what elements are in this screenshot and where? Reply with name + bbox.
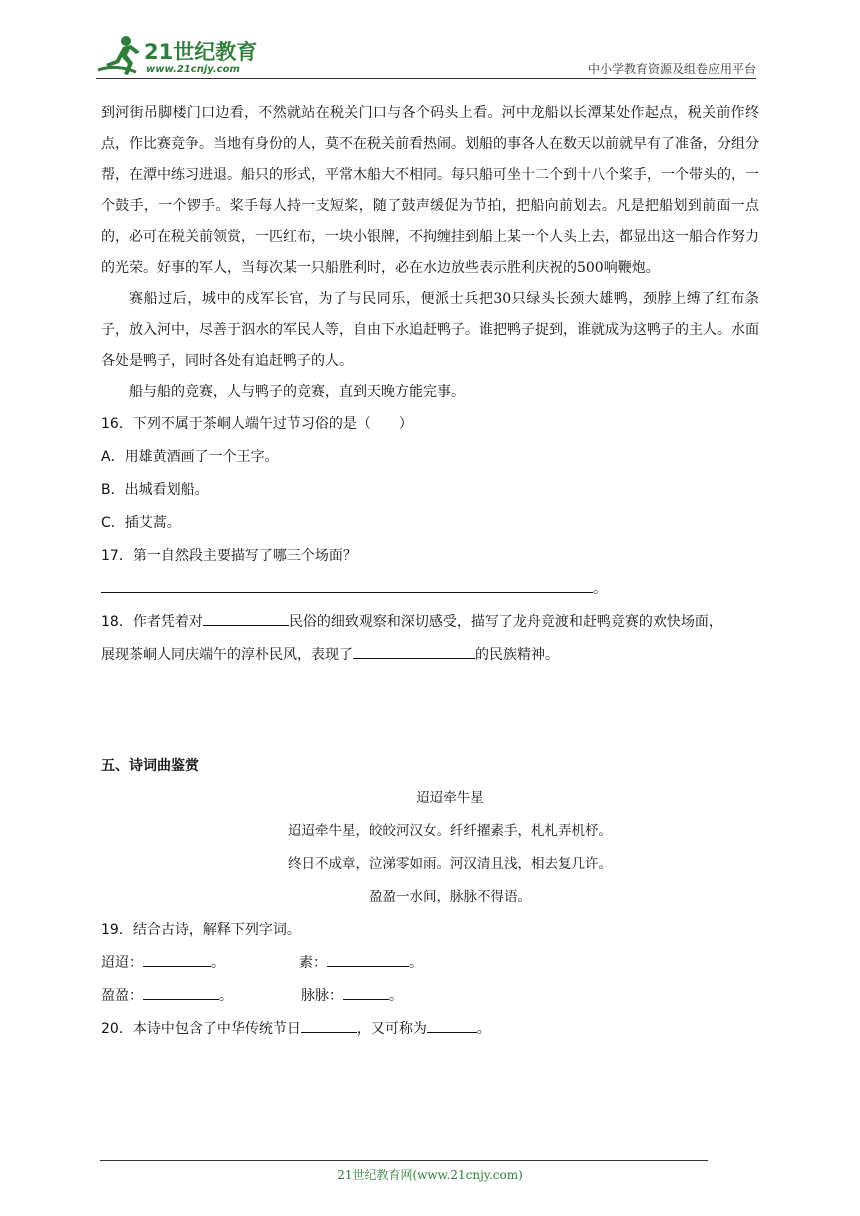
logo-url: www.21cnjy.com xyxy=(146,64,240,75)
question-19-stem: 19．结合古诗，解释下列字词。 xyxy=(101,922,301,938)
question-20: 20．本诗中包含了中华传统节日 ，又可称为 。 xyxy=(101,1013,759,1046)
question-18-line-1: 18．作者凭着对 民俗的细致观察和深切感受，描写了龙舟竞渡和赶鸭竞赛的欢快场面， xyxy=(101,606,759,639)
answer-blank[interactable] xyxy=(353,644,475,659)
poem-line-1: 迢迢牵牛星，皎皎河汉女。纤纤擢素手，札札弄机杼。 xyxy=(288,823,612,839)
question-16-option-c: C．插艾蒿。 xyxy=(101,515,181,531)
question-18-line-2: 展现茶峒人同庆端午的淳朴民风，表现了 的民族精神。 xyxy=(101,639,759,672)
footer-text: 21世纪教育网(www.21cnjy.com) xyxy=(337,1168,523,1182)
question-19-row-1: 迢迢： 。 素： 。 xyxy=(101,947,759,980)
answer-blank[interactable] xyxy=(203,611,289,626)
poem-line-3: 盈盈一水间，脉脉不得语。 xyxy=(369,889,531,905)
page-content xyxy=(101,98,759,1046)
question-16-option-a: A．用雄黄酒画了一个王字。 xyxy=(101,449,279,465)
answer-blank[interactable] xyxy=(143,952,211,967)
answer-blank[interactable] xyxy=(143,985,219,1000)
answer-blank[interactable] xyxy=(101,578,593,593)
footer-divider xyxy=(100,1160,708,1161)
header-divider xyxy=(96,78,756,79)
poem-title: 迢迢牵牛星 xyxy=(416,790,484,806)
question-17-answer-line: 。 xyxy=(101,573,759,606)
poem-line-2: 终日不成章，泣涕零如雨。河汉清且浅，相去复几许。 xyxy=(288,856,612,872)
runner-logo-icon xyxy=(96,34,144,78)
question-17-stem: 17．第一自然段主要描写了哪三个场面？ xyxy=(101,548,357,564)
page-header xyxy=(96,34,756,80)
answer-blank[interactable] xyxy=(343,985,389,1000)
answer-blank[interactable] xyxy=(301,1018,357,1033)
passage-paragraph-2: 赛船过后，城中的戍军长官，为了与民同乐，便派士兵把30只绿头长颈大雄鸭，颈脖上缚了红布条子，放入河中，尽善于泅水的军民人等，自由下水追赶鸭子。谁把鸭子捉到，谁就成为这鸭子的主人。水面各处是鸭子，同时各处有追赶鸭子的人。 xyxy=(101,291,759,369)
answer-blank[interactable] xyxy=(327,952,409,967)
passage-paragraph-1: 到河街吊脚楼门口边看，不然就站在税关门口与各个码头上看。河中龙船以长潭某处作起点，税关前作终点，作比赛竞争。当地有身份的人，莫不在税关前看热闹。划船的事各人在数天以前就早有了准备，分组分帮，在潭中练习进退。船只的形式，平常木船大不相同。每只船可坐十二个到十八个桨手，一个带头的，一个鼓手，一个锣手。桨手每人持一支短桨，随了鼓声缓促为节拍，把船向前划去。凡是把船划到前面一点的，必可在税关前领赏，一匹红布，一块小银牌，不拘缠挂到船上某一个人头上去，都显出这一船合作努力的光荣。好事的军人，当每次某一只船胜利时，必在水边放些表示胜利庆祝的500响鞭炮。 xyxy=(101,105,759,276)
question-16-stem: 16．下列不属于茶峒人端午过节习俗的是（ ） xyxy=(101,416,413,432)
header-platform-text: 中小学教育资源及组卷应用平台 xyxy=(587,62,756,76)
logo xyxy=(96,34,266,80)
section-5-title: 五、诗词曲鉴赏 xyxy=(101,758,199,774)
question-19-row-2: 盈盈： 。 脉脉： 。 xyxy=(101,980,759,1013)
passage-paragraph-3: 船与船的竞赛，人与鸭子的竞赛，直到天晚方能完事。 xyxy=(129,384,465,400)
question-16-option-b: B．出城看划船。 xyxy=(101,482,209,498)
logo-text: 21世纪教育 xyxy=(144,40,258,64)
answer-blank[interactable] xyxy=(427,1018,477,1033)
